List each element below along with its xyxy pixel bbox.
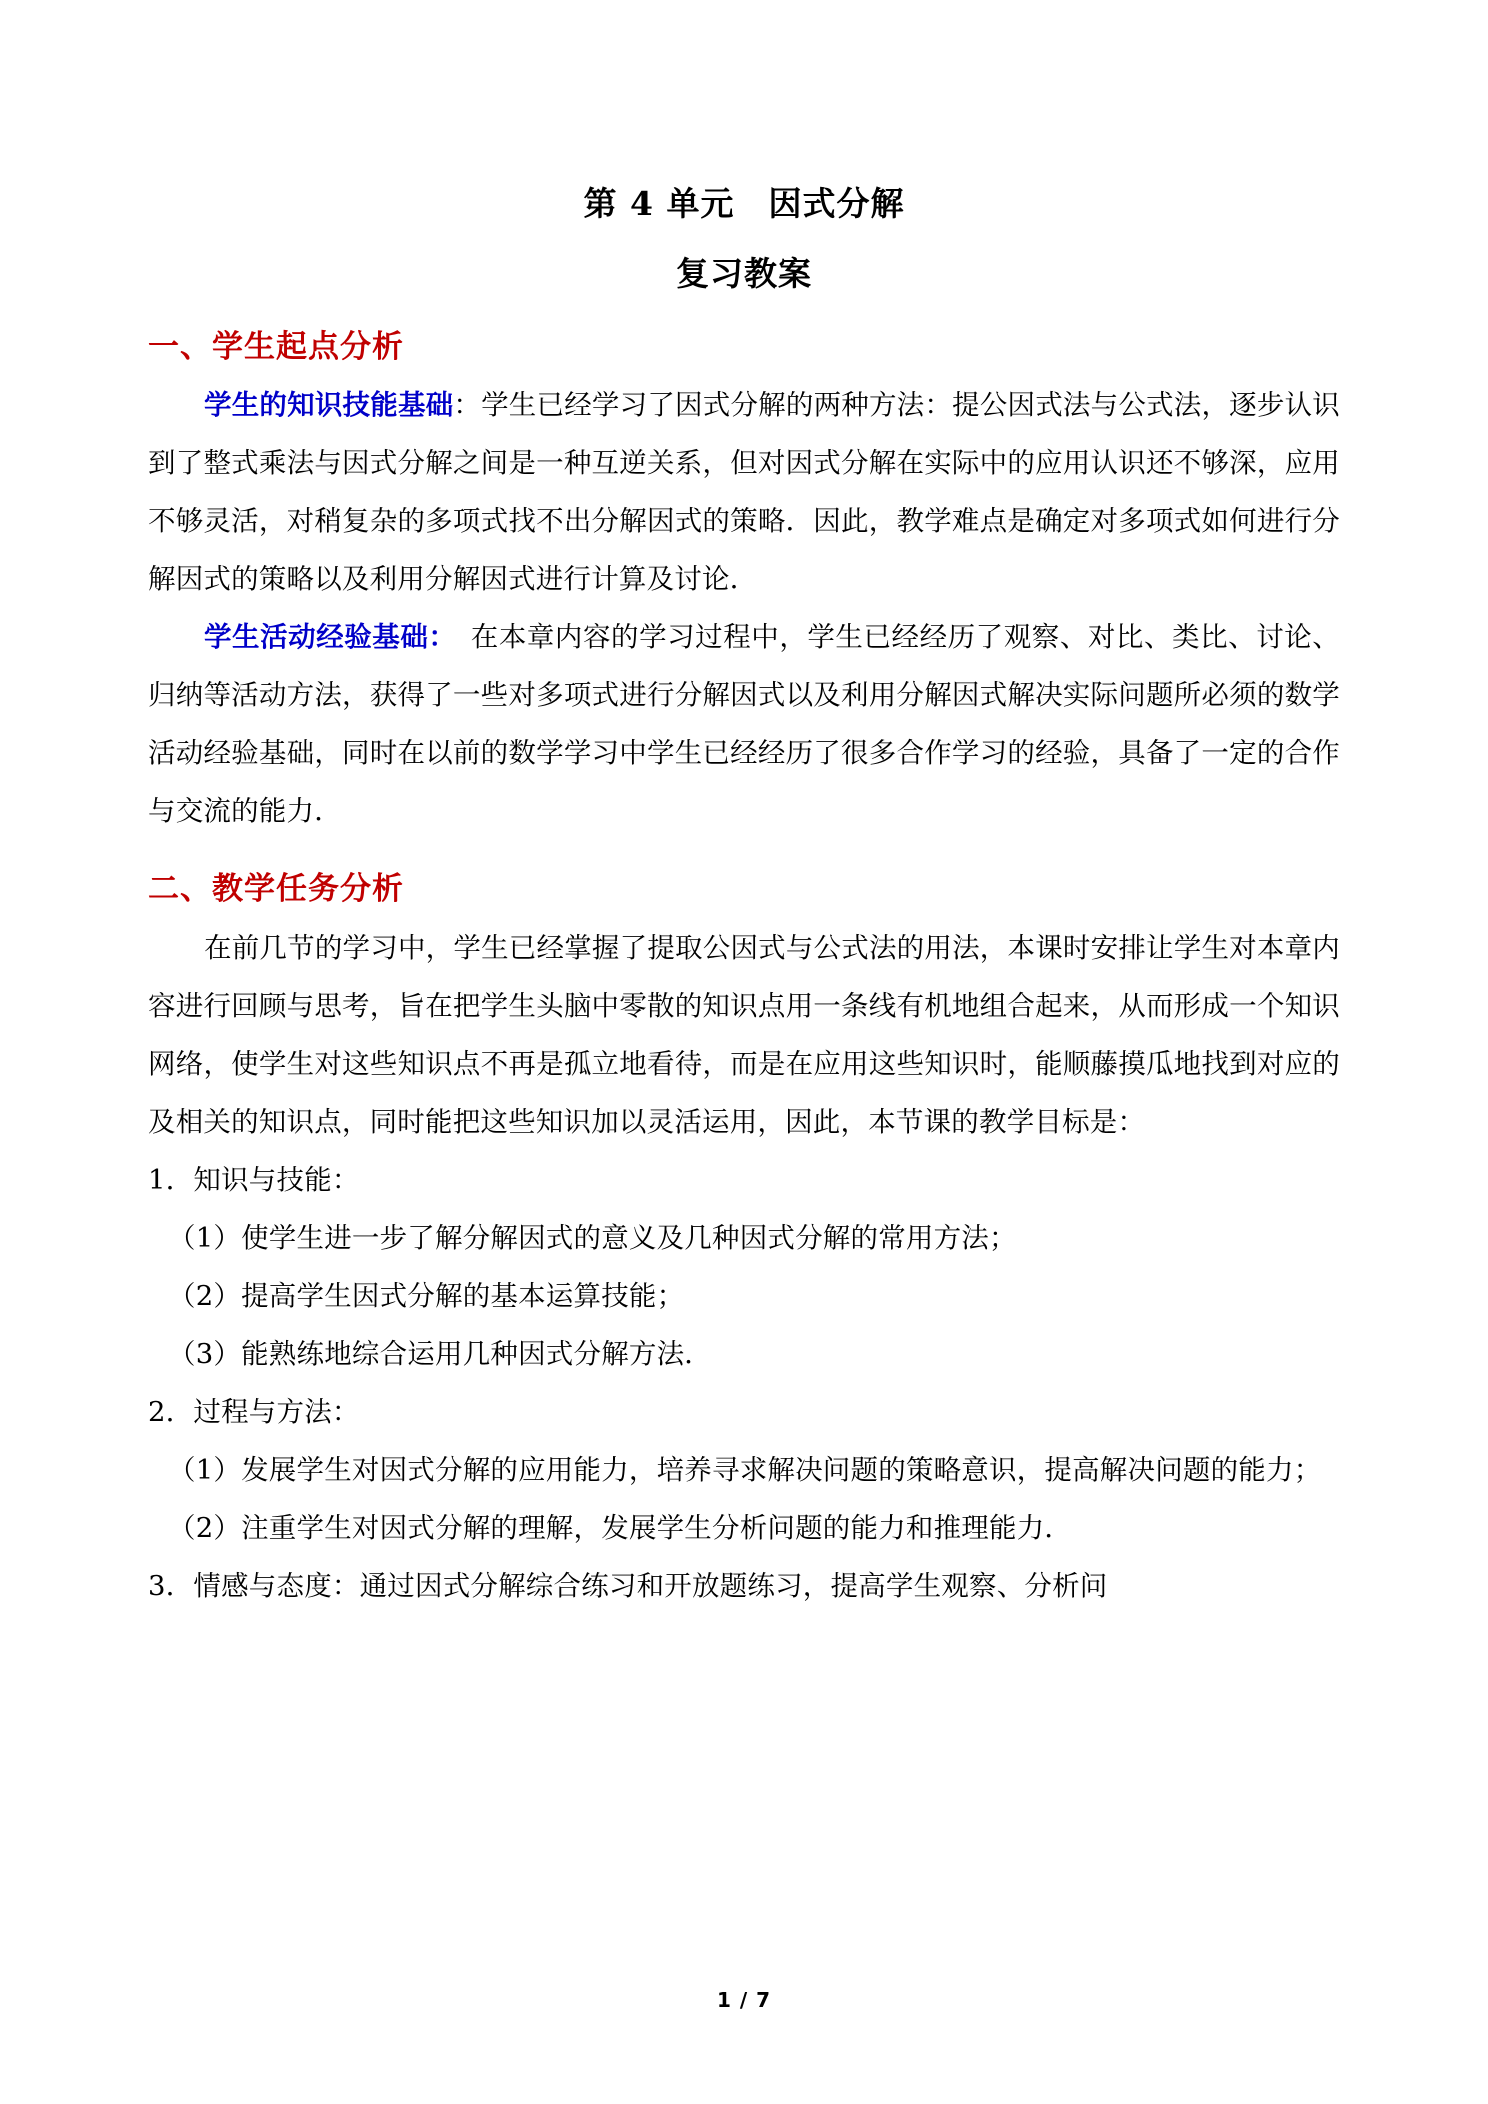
lead-in-student-knowledge-base: 学生的知识技能基础 bbox=[204, 389, 454, 422]
section-heading-1: 一、学生起点分析 bbox=[148, 328, 404, 365]
objective-item: （1）使学生进一步了解分解因式的意义及几种因式分解的常用方法； bbox=[168, 1221, 1017, 1254]
paragraph-teaching-task bbox=[148, 919, 1340, 1151]
objective-item: （1）发展学生对因式分解的应用能力，培养寻求解决问题的策略意识，提高解决问题的能力； bbox=[168, 1453, 1322, 1486]
objective-item: 1．知识与技能： bbox=[148, 1163, 360, 1196]
objective-item: （3）能熟练地综合运用几种因式分解方法． bbox=[168, 1337, 712, 1370]
objective-item: 2．过程与方法： bbox=[148, 1395, 360, 1428]
body-teaching-task: 在前几节的学习中，学生已经掌握了提取公因式与公式法的用法，本课时安排让学生对本章内容进行回顾与思考，旨在把学生头脑中零散的知识点用一条线有机地组合起来，从而形成一个知识网络，使学生对这些知识点不再是孤立地看待，而是在应用这些知识时，能顺藤摸瓜地找到对应的及相关的知识点，同时能把这些知识加以灵活运用，因此，本节课的教学目标是： bbox=[148, 931, 1340, 1138]
body-student-activity-experience: 在本章内容的学习过程中，学生已经经历了观察、对比、类比、讨论、归纳等活动方法，获得了一些对多项式进行分解因式以及利用分解因式解决实际问题所必须的数学活动经验基础，同时在以前的数学学习中学生已经经历了很多合作学习的经验，具备了一定的合作与交流的能力． bbox=[148, 621, 1340, 828]
paragraph-student-activity-experience bbox=[148, 608, 1340, 840]
objective-item: （2）提高学生因式分解的基本运算技能； bbox=[168, 1279, 685, 1312]
section-heading-2: 二、教学任务分析 bbox=[148, 871, 404, 908]
lead-in-student-activity-experience: 学生活动经验基础： bbox=[204, 621, 443, 654]
page-title: 第 4 单元 因式分解 bbox=[583, 184, 905, 223]
objective-item: 3．情感与态度：通过因式分解综合练习和开放题练习，提高学生观察、分析问 bbox=[148, 1569, 1108, 1602]
body-student-knowledge-base: ：学生已经学习了因式分解的两种方法：提公因式法与公式法，逐步认识到了整式乘法与因式分解之间是一种互逆关系，但对因式分解在实际中的应用认识还不够深，应用不够灵活，对稍复杂的多项式找不出分解因式的策略．因此，教学难点是确定对多项式如何进行分解因式的策略以及利用分解因式进行计算及讨论． bbox=[148, 389, 1340, 596]
objective-item: （2）注重学生对因式分解的理解，发展学生分析问题的能力和推理能力． bbox=[168, 1511, 1073, 1544]
page-number-footer: 1 / 7 bbox=[716, 1988, 772, 2012]
page-subtitle: 复习教案 bbox=[676, 253, 812, 293]
paragraph-student-knowledge-base bbox=[148, 376, 1340, 608]
